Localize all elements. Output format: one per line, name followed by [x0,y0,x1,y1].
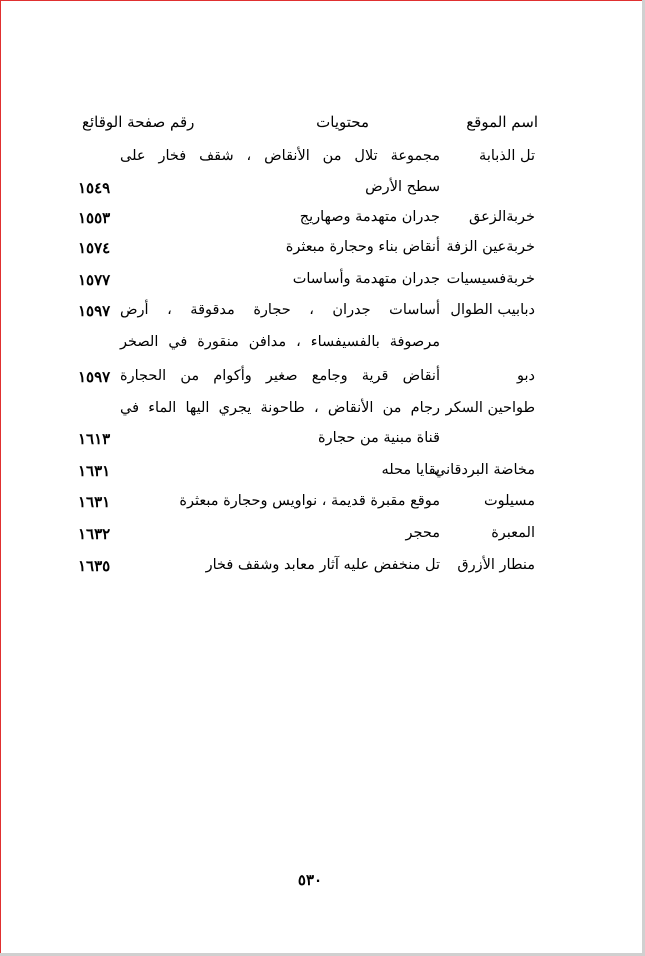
table-row [0,525,645,551]
contents-cell: موقع مقبرة قديمة ، نواويس وحجارة مبعثرة [179,493,440,509]
page-reference-cell: ١٥٩٧ [78,302,111,320]
site-name-cell: دبابيب الطوال [450,302,535,318]
table-row [0,557,645,583]
contents-cell: أنقاض بناء وحجارة مبعثرة [285,239,440,255]
table-row [0,302,645,328]
contents-cell: مجموعة تلال من الأنقاض ، شقف فخار على [120,148,440,164]
table-row [0,493,645,519]
table-row [0,209,645,235]
table-row [0,239,645,265]
page-reference-cell: ١٦٣١ [78,493,111,511]
page-reference-cell: ١٦٣١ [78,462,111,480]
contents-cell: أساسات جدران ، حجارة مدقوقة ، أرض [120,302,440,318]
page-reference-cell: ١٦١٣ [78,430,111,448]
page-reference-cell: ١٥٧٤ [78,239,111,257]
page-reference-cell: ١٥٩٧ [78,368,111,386]
site-name-cell: المعبرة [491,525,535,541]
table-row [0,334,645,360]
table-row [0,368,645,394]
table-row [0,462,645,488]
site-name-cell: خربةفسيسيات [446,271,535,287]
contents-cell: سطح الأرض [365,179,440,195]
contents-cell: مرصوفة بالفسيفساء ، مدافن منقورة في الصخر [120,334,440,350]
site-name-cell: مخاضة البردقاني [434,462,535,478]
site-name-cell: خربةالزعق [469,209,535,225]
page-number: ٥٣٠ [297,871,323,889]
contents-cell: رجام من الأنقاض ، طاحونة يجري اليها الماء في [120,400,440,416]
header-site-name: اسم الموقع [466,113,538,131]
page-reference-cell: ١٥٥٣ [78,209,111,227]
site-name-cell: منطار الأزرق [457,557,535,573]
header-page-references: رقم صفحة الوقائع [82,113,195,131]
contents-cell: أنقاض قرية وجامع صغير وأكوام من الحجارة [120,368,440,384]
page-reference-cell: ١٦٣٢ [78,525,111,543]
contents-cell: بقايا محله [381,462,440,478]
page-reference-cell: ١٦٣٥ [78,557,111,575]
table-row [0,148,645,174]
site-name-cell: مسيلوت [483,493,535,509]
contents-cell: تل منخفض عليه آثار معابد وشقف فخار [205,557,440,573]
page-reference-cell: ١٥٤٩ [78,179,111,197]
contents-cell: محجر [405,525,440,541]
header-contents: محتويات [316,113,369,131]
contents-cell: جدران متهدمة وصهاريج [299,209,440,225]
page-reference-cell: ١٥٧٧ [78,271,111,289]
site-name-cell: تل الذبابة [479,148,535,164]
table-row [0,400,645,426]
site-name-cell: خربةعين الزفة [446,239,535,255]
contents-cell: قناة مبنية من حجارة [318,430,440,446]
table-row [0,271,645,297]
site-name-cell: طواحين السكر [445,400,535,416]
site-name-cell: دبو [517,368,535,384]
contents-cell: جدران متهدمة وأساسات [292,271,440,287]
table-row [0,179,645,205]
table-row [0,430,645,456]
